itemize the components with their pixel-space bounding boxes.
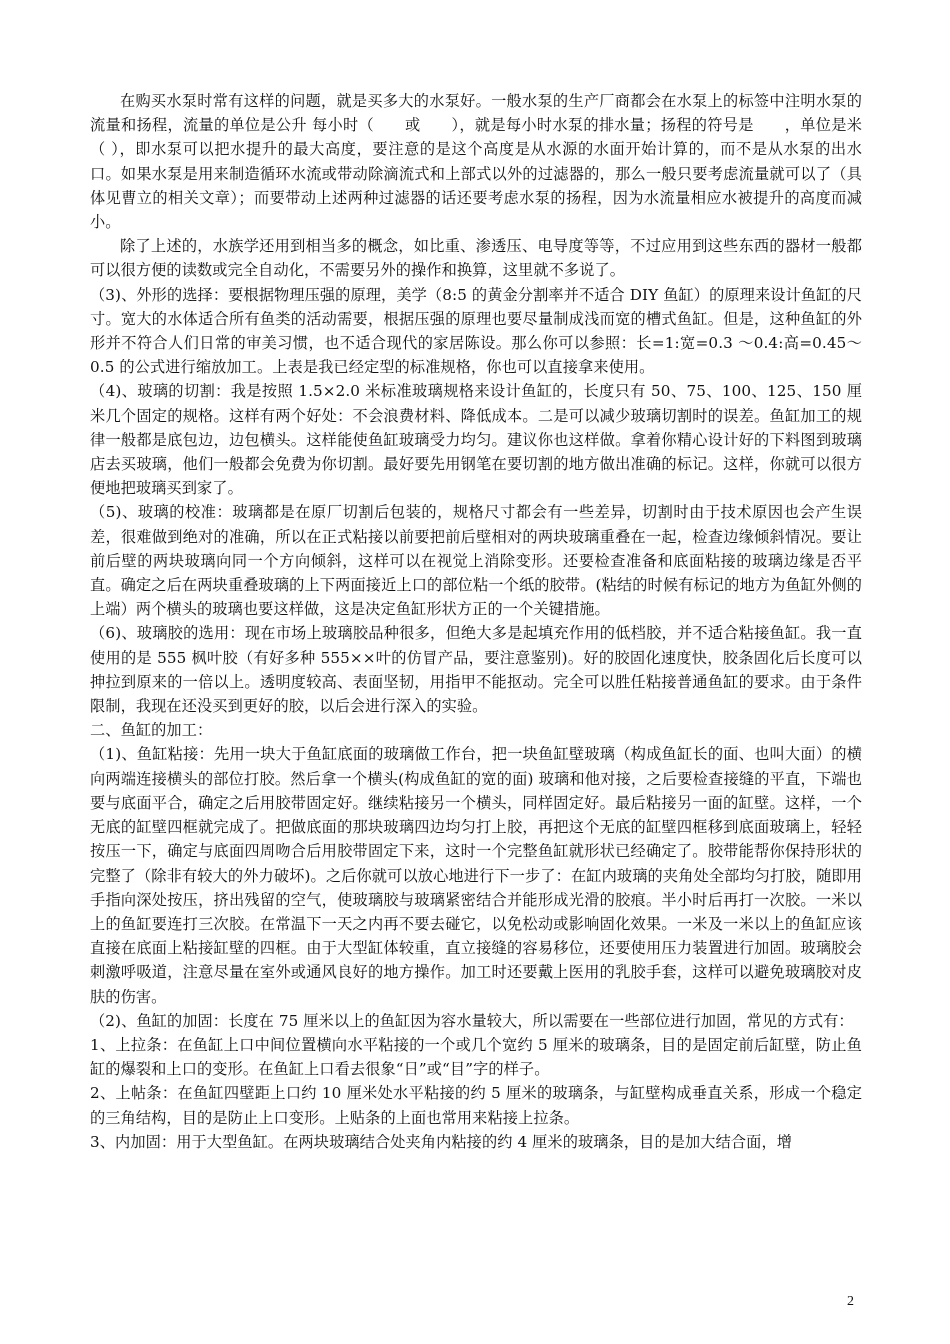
- page-number: 2: [847, 1294, 854, 1309]
- paragraph-glass-calibration: （5)、玻璃的校准：玻璃都是在原厂切割后包装的，规格尺寸都会有一些差异，切割时由于技术原因也会产生误差，很难做到绝对的准确，所以在正式粘接以前要把前后壁相对的两块玻璃重叠在一起，检查边缘倾斜情况。要让前后壁的两块玻璃向同一个方向倾斜，这样可以在视觉上消除变形。还要检查准备和底面粘接的玻璃边缘是否平直。确定之后在两块重叠玻璃的上下两面接近上口的部位粘一个纸的胶带。(粘结的时候有标记的地方为鱼缸外侧的上端）两个横头的玻璃也要这样做，这是决定鱼缸形状方正的一个关键措施。: [90, 503, 862, 619]
- paragraph-glue-selection: （6)、玻璃胶的选用：现在市场上玻璃胶品种很多，但绝大多是起填充作用的低档胶，并不适合粘接鱼缸。我一直使用的是 555 枫叶胶（有好多种 555××叶的仿冒产品，要注意鉴别)。好的胶固化速度快，胶条固化后长度可以抻拉到原来的一倍以上。透明度较高、表面坚韧，用指甲不能抠动。完全可以胜任粘接普通鱼缸的要求。由于条件限制，我现在还没买到更好的胶，以后会进行深入的实验。: [90, 624, 862, 716]
- list-item-top-strip: 2、上帖条：在鱼缸四壁距上口约 10 厘米处水平粘接的约 5 厘米的玻璃条，与缸壁构成垂直关系，形成一个稳定的三角结构，目的是防止上口变形。上贴条的上面也常用来粘接上拉条。: [90, 1084, 862, 1127]
- paragraph-pump-selection: 在购买水泵时常有这样的问题，就是买多大的水泵好。一般水泵的生产厂商都会在水泵上的标签中注明水泵的流量和扬程，流量的单位是公升 每小时（ 或 ），就是每小时水泵的排水量；扬程的符号是 ，单位是米（ ），即水泵可以把水提升的最大高度，要注意的是这个高度是从水源的水面开始计算的，而不是从水泵的出水口。如果水泵是用来制造循环水流或带动除滴流式和上部式以外的过滤器的，那么一般只要考虑流量就可以了（具体见曹立的相关文章）；而要带动上述两种过滤器的话还要考虑水泵的扬程，因为水流量相应水被提升的高度而减小。: [90, 92, 862, 232]
- paragraph-other-concepts: 除了上述的，水族学还用到相当多的概念，如比重、渗透压、电导度等等，不过应用到这些东西的器材一般都可以很方便的读数或完全自动化，不需要另外的操作和换算，这里就不多说了。: [90, 237, 862, 280]
- paragraph-tank-reinforcement: （2)、鱼缸的加固：长度在 75 厘米以上的鱼缸因为容水量较大，所以需要在一些部位进行加固，常见的方式有：: [90, 1011, 854, 1030]
- section-heading-processing: 二、鱼缸的加工：: [90, 721, 213, 740]
- paragraph-glass-cutting: （4)、玻璃的切割：我是按照 1.5×2.0 米标准玻璃规格来设计鱼缸的，长度只有 50、75、100、125、150 厘米几个固定的规格。这样有两个好处：不会浪费材料、降低成本。二是可以减少玻璃切割时的误差。鱼缸加工的规律一般都是底包边，边包横头。这样能使鱼缸玻璃受力均匀。建议你也这样做。拿着你精心设计好的下料图到玻璃店去买玻璃，他们一般都会免费为你切割。最好要先用钢笔在要切割的地方做出准确的标记。这样，你就可以很方便地把玻璃买到家了。: [90, 382, 862, 498]
- list-item-inner-reinforcement: 3、内加固：用于大型鱼缸。在两块玻璃结合处夹角内粘接的约 4 厘米的玻璃条，目的是加大结合面，增: [90, 1132, 793, 1151]
- paragraph-shape-selection: （3)、外形的选择：要根据物理压强的原理，美学（8:5 的黄金分割率并不适合 DIY 鱼缸）的原理来设计鱼缸的尺寸。宽大的水体适合所有鱼类的活动需要，根据压强的原理也要尽量制成浅而宽的槽式鱼缸。但是，这种鱼缸的外形并不符合人们日常的审美习惯，也不适合现代的家居陈设。那么你可以参照：长=1:宽=0.3 ～0.4:高=0.45～0.5 的公式进行缩放加工。上表是我已经定型的标准规格，你也可以直接拿来使用。: [90, 285, 862, 377]
- list-item-top-brace: 1、上拉条：在鱼缸上口中间位置横向水平粘接的一个或几个宽约 5 厘米的玻璃条，目的是固定前后缸壁，防止鱼缸的爆裂和上口的变形。在鱼缸上口看去很象“日”或“目”字的样子。: [90, 1035, 862, 1079]
- paragraph-tank-bonding: （1)、鱼缸粘接：先用一块大于鱼缸底面的玻璃做工作台，把一块鱼缸壁玻璃（构成鱼缸长的面、也叫大面）的横向两端连接横头的部位打胶。然后拿一个横头(构成鱼缸的宽的面) 玻璃和他对接，之后要检查接缝的平直，下端也要与底面平合，确定之后用胶带固定好。继续粘接另一个横头，同样固定好。最后粘接另一面的缸壁。这样，一个无底的缸壁四框就完成了。把做底面的那块玻璃四边均匀打上胶，再把这个无底的缸壁四框移到底面玻璃上，轻轻按压一下，确定与底面四周吻合后用胶带固定下来，这时一个完整鱼缸就形状已经确定了。胶带能帮你保持形状的完整了（除非有较大的外力破坏)。之后你就可以放心地进行下一步了：在缸内玻璃的夹角处全部均匀打胶，随即用手指向深处按压，挤出残留的空气，使玻璃胶与玻璃紧密结合并能形成光滑的胶痕。半小时后再打一次胶。一米以上的鱼缸要连打三次胶。在常温下一天之内再不要去碰它，以免松动或影响固化效果。一米及一米以上的鱼缸应该直接在底面上粘接缸壁的四框。由于大型缸体较重，直立接缝的容易移位，还要使用压力装置进行加固。玻璃胶会刺激呼吸道，注意尽量在室外或通风良好的地方操作。加工时还要戴上医用的乳胶手套，这样可以避免玻璃胶对皮肤的伤害。: [90, 745, 862, 1006]
- body-text: [90, 89, 862, 1154]
